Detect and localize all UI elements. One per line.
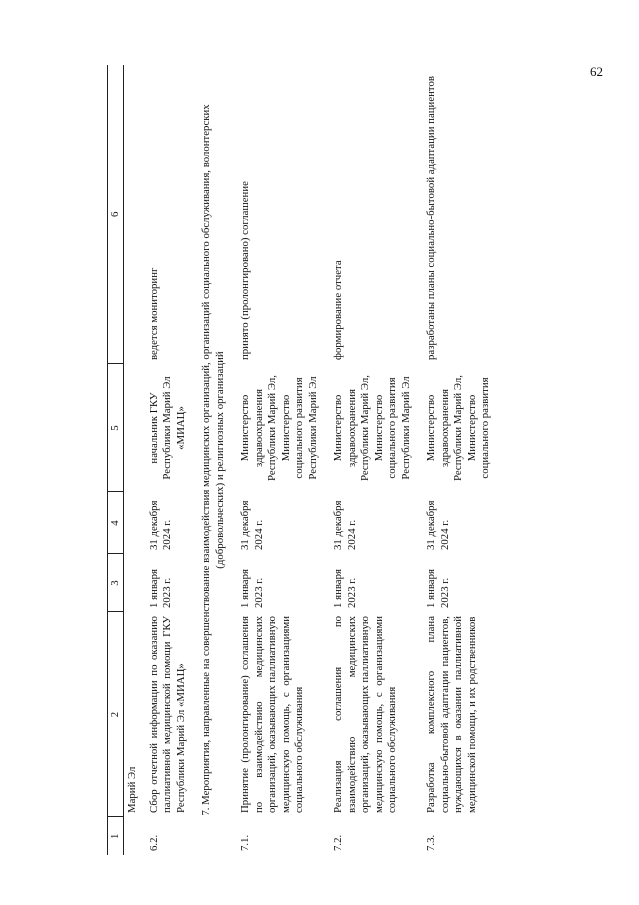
continued-row <box>124 65 142 855</box>
row-end-date: 31 декабря 2024 г. <box>332 500 358 550</box>
header-col-3: 3 <box>108 554 124 612</box>
row-activity: Разработка комплексного плана социально-бытовой адаптации пациентов, нуждающихся в оказании паллиативной медицинской помощи, и их родственников <box>425 616 478 813</box>
row-activity: Принятие (пролонгирование) соглашения по взаимодействию медицинских организаций, оказывающих паллиативную медицинскую помощь, с организациями социального обслуживания <box>239 616 306 813</box>
row-start-date: 1 января 2023 г. <box>239 569 265 608</box>
table-row <box>419 65 498 855</box>
row-activity: Сбор отчетной информации по оказанию паллиативной медицинской помощи ГКУ Республики Марий Эл «МИАЦ» <box>147 616 187 813</box>
row-number: 7.1. <box>239 834 252 851</box>
row-number: 7.2. <box>332 834 345 851</box>
continued-text: Марий Эл <box>126 766 139 813</box>
row-number: 7.3. <box>425 834 438 851</box>
table-row <box>142 65 194 855</box>
row-end-date: 31 декабря 2024 г. <box>147 500 174 550</box>
row-start-date: 1 января 2023 г. <box>147 569 174 608</box>
row-end-date: 31 декабря 2024 г. <box>425 500 451 550</box>
row-responsible: Министерство здравоохранения Республики Марий Эл, Министерство социального развития Республики Марий Эл <box>239 375 319 481</box>
column-number-header <box>108 65 124 855</box>
header-col-2: 2 <box>108 612 124 817</box>
row-responsible: начальник ГКУ Республики Марий Эл «МИАЦ» <box>147 376 187 480</box>
row-responsible: Министерство здравоохранения Республики Марий Эл, Министерство социального развития <box>425 375 492 481</box>
header-col-4: 4 <box>108 492 124 554</box>
row-responsible: Министерство здравоохранения Республики Марий Эл, Министерство социального развития Республики Марий Эл <box>332 375 412 481</box>
table-row <box>233 65 326 855</box>
row-result: формирование отчета <box>332 260 345 360</box>
table-row <box>326 65 419 855</box>
row-number: 6.2. <box>147 834 160 851</box>
row-result: ведется мониторинг <box>147 267 160 360</box>
row-result: принято (пролонгировано) соглашение <box>239 181 252 360</box>
row-start-date: 1 января 2023 г. <box>425 569 451 608</box>
header-col-6: 6 <box>108 65 124 364</box>
page-number: 62 <box>590 64 603 79</box>
header-col-1: 1 <box>108 817 124 855</box>
row-start-date: 1 января 2023 г. <box>332 569 358 608</box>
activities-table <box>107 65 499 855</box>
row-result: разработаны планы социально-бытовой адаптации пациентов <box>425 76 438 360</box>
header-col-5: 5 <box>108 364 124 492</box>
section-7-heading-row <box>194 65 233 855</box>
row-end-date: 31 декабря 2024 г. <box>239 500 265 550</box>
row-activity: Реализация соглашения по взаимодействию медицинских организаций, оказывающих паллиативную медицинскую помощь, с организациями социального обслуживания <box>332 616 399 813</box>
section-7-heading: 7. Мероприятия, направленные на совершенствование взаимодействия медицинских организаций, организаций социального обслуживания, волонтерских (добровольческих) и религиозных организаций <box>200 104 226 816</box>
rotated-table-sheet <box>107 65 527 855</box>
